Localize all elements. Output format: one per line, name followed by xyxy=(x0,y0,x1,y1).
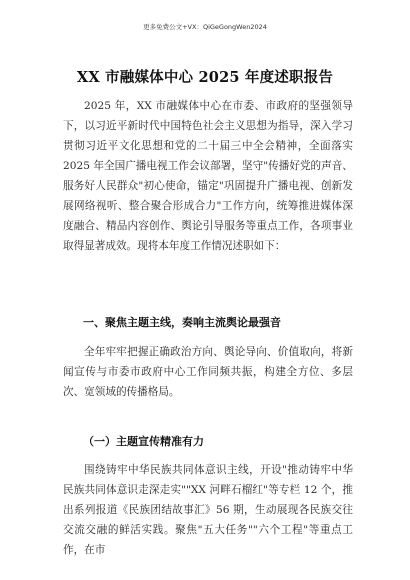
subsection-paragraph: 围绕铸牢中华民族共同体意识主线，开设"推动铸牢中华民族共同体意识走深走实""XX 河畔石榴红"等专栏 12 个，推出系列报道《民族团结故事汇》56 期，生动展现各民族交往交流交融的鲜活实践。聚焦"五大任务""六个工程"等重点工作，在市 xyxy=(63,464,353,556)
document-title: XX 市融媒体中心 2025 年度述职报告 xyxy=(76,69,334,86)
section-heading: 一、聚焦主题主线，奏响主流舆论最强音 xyxy=(83,316,281,329)
subsection-heading: （一）主题宣传精准有力 xyxy=(83,435,204,448)
header-note: 更多免费公文+VX：QiGeGongWen2024 xyxy=(143,23,267,31)
section-paragraph: 全年牢牢把握正确政治方向、舆论导向、价值取向，将新闻宣传与市委市政府中心工作同频共振，构建全方位、多层次、宽领域的传播格局。 xyxy=(63,346,353,398)
intro-paragraph: 2025 年，XX 市融媒体中心在市委、市政府的坚强领导下，以习近平新时代中国特色社会主义思想为指导，深入学习贯彻习近平文化思想和党的二十届三中全会精神，全面落实 2025 年全国广播电视工作会议部署，坚守"传播好党的声音、服务好人民群众"初心使命，锚定"巩固提升广播电视、创新发展网络视听、整合聚合形成合力"工作方向，统筹推进媒体深度融合、精品内容创作、舆论引导服务等重点工作，各项事业取得显著成效。现将本年度工作情况述职如下： xyxy=(63,100,353,252)
